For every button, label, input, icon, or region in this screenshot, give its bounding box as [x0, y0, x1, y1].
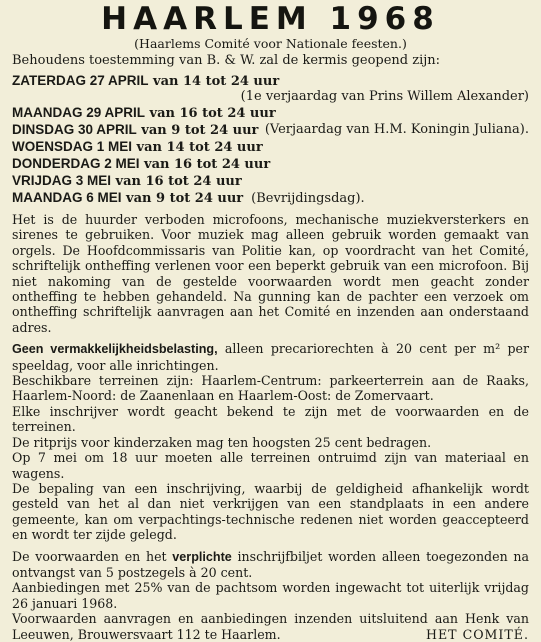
conditions-bold: verplichte: [172, 549, 232, 564]
terrains-paragraph: Beschikbare terreinen zijn: Haarlem-Centrum: parkeerterrein aan de Raaks, Haarlem-Noord: de Zaanenlaan en Haarlem-Oost: de Zomervaart.: [12, 373, 529, 404]
signature: HET COMITÉ.: [425, 626, 529, 642]
date-hours: van 14 tot 24 uur: [132, 140, 263, 155]
tax-rest: alleen precariorechten à 20 cent per m² per speeldag, voor alle inrichtingen.: [12, 341, 529, 373]
conditions-post: inschrijfbiljet worden alleen toegezonden na ontvangst van 5 postzegels à 20 cent.: [12, 548, 529, 580]
date-day: WOENSDAG 1 MEI: [12, 139, 133, 154]
date-day: MAANDAG 29 APRIL: [12, 105, 146, 120]
date-day: ZATERDAG 27 APRIL: [12, 73, 149, 88]
date-row: [12, 121, 529, 138]
conditions-pre: De voorwaarden en het: [12, 548, 173, 564]
date-row: [12, 155, 529, 172]
date-row: [12, 104, 529, 121]
rule-ride-price: De ritprijs voor kinderzaken mag ten hoogsten 25 cent bedragen.: [12, 434, 432, 450]
date-day: DONDERDAG 2 MEI: [12, 156, 140, 171]
notice: [0, 1, 541, 642]
date-hours: van 14 tot 24 uur: [148, 74, 280, 89]
tax-paragraph: [12, 341, 529, 373]
date-hours: van 9 tot 24 uur: [136, 123, 259, 138]
opening-dates: [12, 72, 529, 206]
date-row: [12, 172, 529, 189]
date-day: DINSDAG 30 APRIL: [12, 122, 137, 137]
rule-conditions: Elke inschrijver wordt geacht bekend te zijn met de voorwaarden en de terreinen.: [12, 403, 529, 435]
date-note: (Verjaardag van H.M. Koningin Juliana).: [264, 122, 529, 137]
page-title: HAARLEM 1968: [101, 1, 440, 37]
date-note: (Bevrijdingsdag).: [251, 191, 365, 206]
rule-clearance: Op 7 mei om 18 uur moeten alle terreinen ontruimd zijn van materiaal en wagens.: [12, 450, 529, 481]
conditions-paragraph: [12, 549, 529, 581]
date-hours: van 9 tot 24 uur: [121, 191, 244, 206]
date-row: [12, 138, 529, 155]
subtitle: (Haarlems Comité voor Nationale feesten.): [134, 36, 407, 51]
offers-paragraph: Aanbiedingen met 25% van de pachtsom worden ingewacht tot uiterlijk vrijdag 26 januari 1968.: [12, 580, 529, 611]
date-hours: van 16 tot 24 uur: [139, 157, 271, 172]
date-day: VRIJDAG 3 MEI: [12, 173, 112, 188]
date-hours: van 16 tot 24 uur: [145, 106, 276, 121]
tax-bold: Geen vermakkelijkheidsbelasting,: [12, 342, 218, 357]
date-row: [12, 189, 529, 206]
intro-text: Behoudens toestemming van B. & W. zal de kermis geopend zijn:: [12, 53, 441, 68]
address-block: [12, 611, 529, 642]
date-day: MAANDAG 6 MEI: [12, 190, 122, 205]
date-note: (1e verjaardag van Prins Willem Alexander): [240, 89, 529, 104]
microphone-paragraph: Het is de huurder verboden microfoons, mechanische muziekversterkers en sirenes te gebruiken. Voor muziek mag alleen gebruik worden gemaakt van orgels. De Hoofdcommissaris van Politie kan, op voordracht van het Comité, schriftelijk ontheffing verlenen voor een beperkt gebruik van een microfoon. Bij niet nakoming van de gestelde voorwaarden wordt men geacht zonder ontheffing te hebben gehandeld. Na gunning kan de pachter een verzoek om ontheffing schriftelijk aanvragen aan het Comité en inzenden aan onderstaand adres.: [12, 212, 529, 335]
address-paragraph: Voorwaarden aanvragen en aanbiedingen inzenden uitsluitend aan Henk van Leeuwen, Brouwersvaart 112 te Haarlem.: [12, 611, 529, 642]
date-hours: van 16 tot 24 uur: [111, 174, 242, 189]
rule-validity: De bepaling van een inschrijving, waarbij de geldigheid afhankelijk wordt gesteld van het al dan niet verkrijgen van een standplaats in een andere gemeente, kan om verpachtings-technische redenen niet worden geaccepteerd en wordt ter zijde gelegd.: [12, 480, 529, 543]
date-row: [12, 72, 529, 89]
